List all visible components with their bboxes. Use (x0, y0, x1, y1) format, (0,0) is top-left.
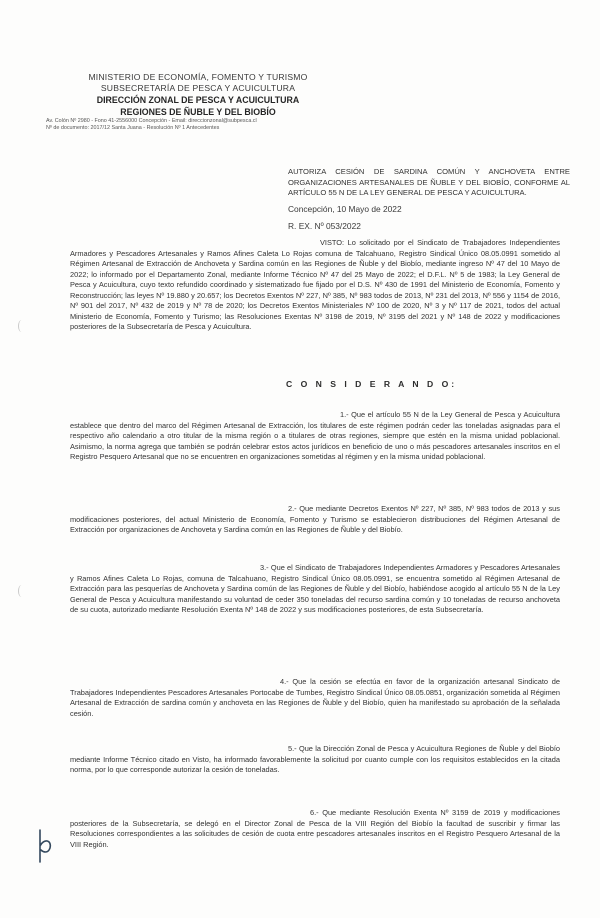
address-line-1: Av. Colón Nº 2980 - Fono 41-2556000 Concepción - Email: direccionzonal@subpesca.cl (46, 118, 257, 124)
considerando-2: 2.- Que mediante Decretos Exentos Nº 227, Nº 385, Nº 983 todos de 2013 y sus modificaciones posteriores, del actual Ministerio de Economía, Fomento y Turismo se establecieron distribuciones del Régimen Artesanal de Extracción por organizaciones de Anchoveta y Sardina común en las Regiones de Ñuble y del Biobío. (70, 504, 560, 534)
directorate-name: DIRECCIÓN ZONAL DE PESCA Y ACUICULTURA (96, 95, 300, 105)
resolution-number: R. EX. Nº 053/2022 (288, 221, 361, 231)
place-and-date: Concepción, 10 Mayo de 2022 (288, 204, 402, 214)
regions-name: REGIONES DE ÑUBLE Y DEL BIOBÍO (120, 107, 276, 117)
considerando-4: 4.- Que la cesión se efectúa en favor de la organización artesanal Sindicato de Trabajadores Independientes Pescadores Artesanales Portocabe de Tumbes, Registro Sindical Único 08.05.0851, organización sometida al Régimen Artesanal de Extracción de sardina común y anchoveta en las Regiones de Ñuble y del Biobío, quien ha manifestado su aprobación de la señalada cesión. (70, 677, 560, 718)
considerando-3: 3.- Que el Sindicato de Trabajadores Independientes Armadores y Pescadores Artesanales y Ramos Afines Caleta Lo Rojas, comuna de Talcahuano, Registro Sindical Único 08.05.0991, se encuentra sometido al Régimen Artesanal de Extracción para las pesquerías de Anchoveta y Sardina común de las Regiones de Ñuble y del Biobío, habiéndose acogido al artículo 55 N de la Ley General de Pesca y Acuicultura manifestando su voluntad de ceder 350 toneladas del recurso sardina común y 10 toneladas de recurso anchoveta de su cuota, autorizado mediante Resolución Exenta Nº 148 de 2022 y sus modificaciones posteriores, de esta Subsecretaría. (70, 563, 560, 614)
resolution-title: AUTORIZA CESIÓN DE SARDINA COMÚN Y ANCHOVETA ENTRE ORGANIZACIONES ARTESANALES DE ÑUBLE Y DEL BIOBÍO, CONFORME AL ARTÍCULO 55 N DE LA LEY GENERAL DE PESCA Y ACUICULTURA. (288, 167, 570, 197)
considerando-5: 5.- Que la Dirección Zonal de Pesca y Acuicultura Regiones de Ñuble y del Biobío mediante Informe Técnico citado en Visto, ha informado favorablemente la solicitud por cuanto cumple con los requisitos establecidos en la citada norma, por lo que corresponde autorizar la cesión de toneladas. (70, 744, 560, 774)
visto-paragraph (70, 238, 560, 333)
punch-hole-mark (18, 320, 25, 332)
considerando-1: 1.- Que el artículo 55 N de la Ley General de Pesca y Acuicultura establece que dentro del marco del Régimen Artesanal de Extracción, los titulares de este régimen podrán ceder las toneladas asignadas para el respectivo año calendario a otro titular de la misma región o a titulares de otras regiones, siempre que estén en la misma unidad poblacional. Asimismo, la norma agrega que también se podrán celebrar estos actos jurídicos en beneficio de uno o más pescadores artesanales inscritos en el Registro Pesquero Artesanal que no se encuentren en organizaciones sometidas al régimen y en la misma unidad poblacional. (70, 410, 560, 461)
letterhead (46, 72, 338, 132)
punch-hole-mark (18, 585, 25, 597)
considerando-heading: C O N S I D E R A N D O: (286, 379, 458, 389)
address-line-2: Nº de documento: 2017/12 Santa Juana - Resolución Nº 1 Antecedentes (46, 125, 220, 131)
handwritten-initial-mark (34, 826, 56, 864)
considerando-6: 6.- Que mediante Resolución Exenta Nº 3159 de 2019 y modificaciones posteriores de la Subsecretaría, se delegó en el Director Zonal de Pesca de la VIII Región del Biobío la facultad de suscribir y firmar las Resoluciones correspondientes a las solicitudes de cesión de cuota entre pescadores artesanales inscritos en el Registro Pesquero Artesanal de la VIII Región. (70, 808, 560, 849)
ministry-name: MINISTERIO DE ECONOMÍA, FOMENTO Y TURISMO (88, 72, 308, 82)
visto-text: VISTO: Lo solicitado por el Sindicato de Trabajadores Independientes Armadores y Pescadores Artesanales y Ramos Afines Caleta Lo Rojas comuna de Talcahuano, Registro Sindical Único 08.05.0991 sometido al Régimen Artesanal de Extracción de Anchoveta y Sardina común en las Regiones de Ñuble y del Biobío, mediante ingreso Nº 47 del 10 Mayo de 2022; lo informado por el Departamento Zonal, mediante Informe Técnico Nº 47 del 25 Mayo de 2022; el D.F.L. Nº 5 de 1983; la Ley General de Pesca y Acuicultura, cuyo texto refundido coordinado y sistematizado fue fijado por el D.S. Nº 430 de 1991 del Ministerio de Economía, Fomento y Reconstrucción; las leyes Nº 19.880 y 20.657; los Decretos Exentos Nº 227, Nº 385, Nº 983 todos de 2013, Nº 231 del 2013, Nº 556 y 1154 de 2016, Nº 901 del 2017, Nº 432 de 2019 y Nº 78 de 2020; los Decretos Exentos Ministeriales Nº 100 de 2020, Nº 3 y Nº 117 de 2021, todos del actual Ministerio de Economía, Fomento y Turismo; las Resoluciones Exentas Nº 3198 de 2019, Nº 3195 del 2021 y Nº 148 de 2022 y modificaciones posteriores de la Subsecretaría de Pesca y Acuicultura. (70, 238, 560, 331)
undersecretary-name: SUBSECRETARÍA DE PESCA Y ACUICULTURA (100, 83, 296, 93)
